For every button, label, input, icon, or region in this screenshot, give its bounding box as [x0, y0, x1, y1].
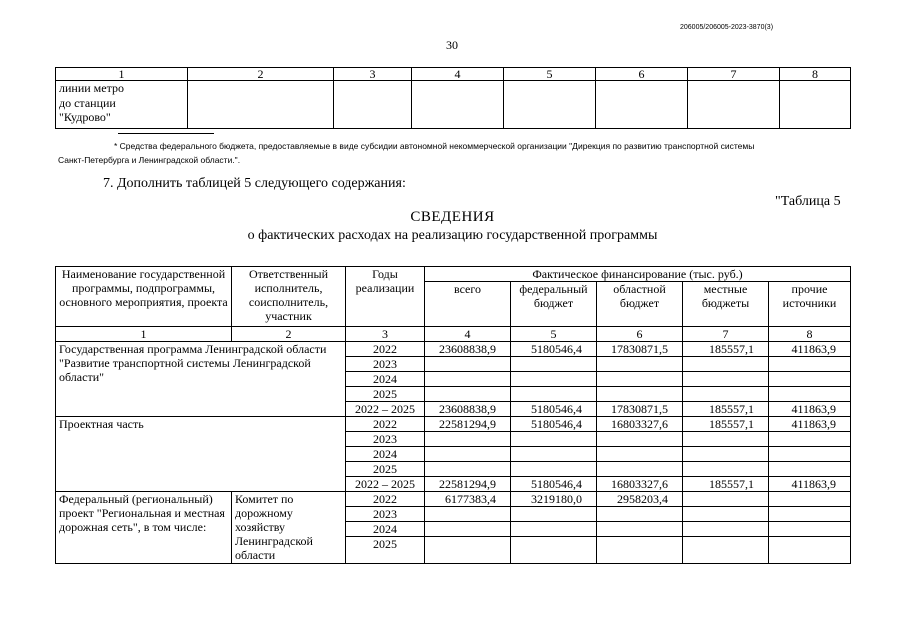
- federal-cell: 5180546,4: [511, 417, 597, 432]
- col-number: 8: [780, 68, 851, 81]
- total-cell: [425, 507, 511, 522]
- regional-cell: [597, 507, 683, 522]
- text-line: до станции: [59, 95, 116, 110]
- total-cell: [425, 387, 511, 402]
- col-number: 7: [683, 327, 769, 342]
- footnote-rule: [118, 133, 214, 134]
- col-number: 4: [412, 68, 504, 81]
- federal-cell: [511, 462, 597, 477]
- other-cell: 411863,9: [769, 417, 851, 432]
- column-number-row: [56, 327, 851, 342]
- year-cell: 2022: [346, 492, 425, 507]
- header-years: Годы реализации: [346, 267, 425, 327]
- header-total: всего: [425, 282, 511, 327]
- total-cell: 23608838,9: [425, 342, 511, 357]
- local-cell: 185557,1: [683, 342, 769, 357]
- federal-cell: [511, 447, 597, 462]
- local-cell: 185557,1: [683, 417, 769, 432]
- table-row: [56, 417, 851, 432]
- total-cell: 22581294,9: [425, 417, 511, 432]
- total-cell: [425, 537, 511, 564]
- header-row: [56, 267, 851, 282]
- continued-table: [55, 67, 851, 129]
- table-subtitle: о фактических расходах на реализацию государственной программы: [247, 228, 658, 243]
- other-cell: 411863,9: [769, 402, 851, 417]
- table-row: [56, 342, 851, 357]
- col-number: 6: [597, 327, 683, 342]
- federal-cell: [511, 372, 597, 387]
- federal-cell: [511, 507, 597, 522]
- other-cell: 411863,9: [769, 342, 851, 357]
- total-cell: [425, 522, 511, 537]
- empty-cell: [504, 81, 596, 129]
- year-cell: 2024: [346, 447, 425, 462]
- total-cell: [425, 372, 511, 387]
- expenses-table: [55, 266, 851, 564]
- year-cell: 2022 – 2025: [346, 402, 425, 417]
- footnote-line: * Средства федерального бюджета, предоставляемые в виде субсидии автономной некоммерческой организации "Дирекция по развитию транспортной системы: [114, 141, 755, 151]
- federal-cell: [511, 537, 597, 564]
- year-cell: 2023: [346, 357, 425, 372]
- header-name: Наименование государственной программы, подпрограммы, основного мероприятия, проекта: [56, 267, 232, 327]
- col-number: 3: [346, 327, 425, 342]
- total-cell: [425, 447, 511, 462]
- other-cell: [769, 447, 851, 462]
- federal-project-cell: Федеральный (региональный) проект "Региональная и местная дорожная сеть", в том числе:: [56, 492, 232, 564]
- empty-cell: [188, 81, 334, 129]
- header-local: местные бюджеты: [683, 282, 769, 327]
- regional-cell: 2958203,4: [597, 492, 683, 507]
- other-cell: [769, 432, 851, 447]
- text-line: "Кудрово": [59, 110, 111, 124]
- amendment-paragraph: 7. Дополнить таблицей 5 следующего содержания:: [103, 176, 406, 191]
- local-cell: [683, 492, 769, 507]
- year-cell: 2023: [346, 432, 425, 447]
- header-responsible: Ответственный исполнитель, соисполнитель, участник: [232, 267, 346, 327]
- year-cell: 2023: [346, 507, 425, 522]
- col-number: 4: [425, 327, 511, 342]
- empty-cell: [334, 81, 412, 129]
- year-cell: 2024: [346, 372, 425, 387]
- col-number: 8: [769, 327, 851, 342]
- program-name-cell: Государственная программа Ленинградской области "Развитие транспортной системы Ленинградской области": [56, 342, 346, 417]
- local-cell: [683, 462, 769, 477]
- other-cell: [769, 537, 851, 564]
- header-financing: Фактическое финансирование (тыс. руб.): [425, 267, 851, 282]
- empty-cell: [780, 81, 851, 129]
- page-number: 30: [446, 38, 458, 52]
- federal-cell: 5180546,4: [511, 402, 597, 417]
- col-number: 2: [188, 68, 334, 81]
- total-cell: [425, 357, 511, 372]
- table-row: [56, 492, 851, 507]
- year-cell: 2022: [346, 342, 425, 357]
- regional-cell: 16803327,6: [597, 417, 683, 432]
- total-cell: 22581294,9: [425, 477, 511, 492]
- federal-cell: [511, 432, 597, 447]
- regional-cell: [597, 372, 683, 387]
- year-cell: 2022: [346, 417, 425, 432]
- document-id: 206005/206005-2023-3870(3): [680, 24, 774, 31]
- table-header-row: [56, 68, 851, 81]
- regional-cell: [597, 462, 683, 477]
- header-regional: областной бюджет: [597, 282, 683, 327]
- col-number: 5: [504, 68, 596, 81]
- col-number: 5: [511, 327, 597, 342]
- year-cell: 2022 – 2025: [346, 477, 425, 492]
- regional-cell: [597, 447, 683, 462]
- col-number: 1: [56, 327, 232, 342]
- federal-cell: 5180546,4: [511, 477, 597, 492]
- year-cell: 2024: [346, 522, 425, 537]
- federal-cell: [511, 522, 597, 537]
- federal-cell: [511, 387, 597, 402]
- other-cell: [769, 507, 851, 522]
- local-cell: [683, 507, 769, 522]
- local-cell: [683, 357, 769, 372]
- regional-cell: [597, 387, 683, 402]
- total-cell: 23608838,9: [425, 402, 511, 417]
- empty-cell: [596, 81, 688, 129]
- federal-cell: [511, 357, 597, 372]
- col-number: 1: [56, 68, 188, 81]
- table-row: [56, 81, 851, 129]
- table-label: "Таблица 5: [775, 194, 841, 209]
- table-title: СВЕДЕНИЯ: [410, 209, 495, 225]
- total-cell: 6177383,4: [425, 492, 511, 507]
- other-cell: [769, 372, 851, 387]
- regional-cell: [597, 522, 683, 537]
- row-name-cell: [56, 81, 188, 129]
- regional-cell: 16803327,6: [597, 477, 683, 492]
- year-cell: 2025: [346, 537, 425, 564]
- footnote-line: Санкт-Петербурга и Ленинградской области.".: [58, 155, 241, 165]
- header-federal: федеральный бюджет: [511, 282, 597, 327]
- other-cell: [769, 492, 851, 507]
- col-number: 7: [688, 68, 780, 81]
- total-cell: [425, 432, 511, 447]
- project-part-cell: Проектная часть: [56, 417, 346, 492]
- year-cell: 2025: [346, 387, 425, 402]
- regional-cell: 17830871,5: [597, 342, 683, 357]
- col-number: 6: [596, 68, 688, 81]
- local-cell: [683, 537, 769, 564]
- federal-cell: 3219180,0: [511, 492, 597, 507]
- other-cell: [769, 462, 851, 477]
- regional-cell: 17830871,5: [597, 402, 683, 417]
- text-line: линии метро: [59, 81, 124, 95]
- local-cell: [683, 447, 769, 462]
- local-cell: [683, 372, 769, 387]
- empty-cell: [688, 81, 780, 129]
- empty-cell: [412, 81, 504, 129]
- responsible-cell: Комитет по дорожному хозяйству Ленинградской области: [232, 492, 346, 564]
- local-cell: 185557,1: [683, 402, 769, 417]
- col-number: 2: [232, 327, 346, 342]
- regional-cell: [597, 432, 683, 447]
- footnote: [58, 139, 858, 167]
- regional-cell: [597, 537, 683, 564]
- regional-cell: [597, 357, 683, 372]
- federal-cell: 5180546,4: [511, 342, 597, 357]
- other-cell: [769, 387, 851, 402]
- local-cell: [683, 387, 769, 402]
- other-cell: [769, 522, 851, 537]
- local-cell: [683, 432, 769, 447]
- total-cell: [425, 462, 511, 477]
- header-other: прочие источники: [769, 282, 851, 327]
- other-cell: [769, 357, 851, 372]
- local-cell: [683, 522, 769, 537]
- other-cell: 411863,9: [769, 477, 851, 492]
- year-cell: 2025: [346, 462, 425, 477]
- local-cell: 185557,1: [683, 477, 769, 492]
- col-number: 3: [334, 68, 412, 81]
